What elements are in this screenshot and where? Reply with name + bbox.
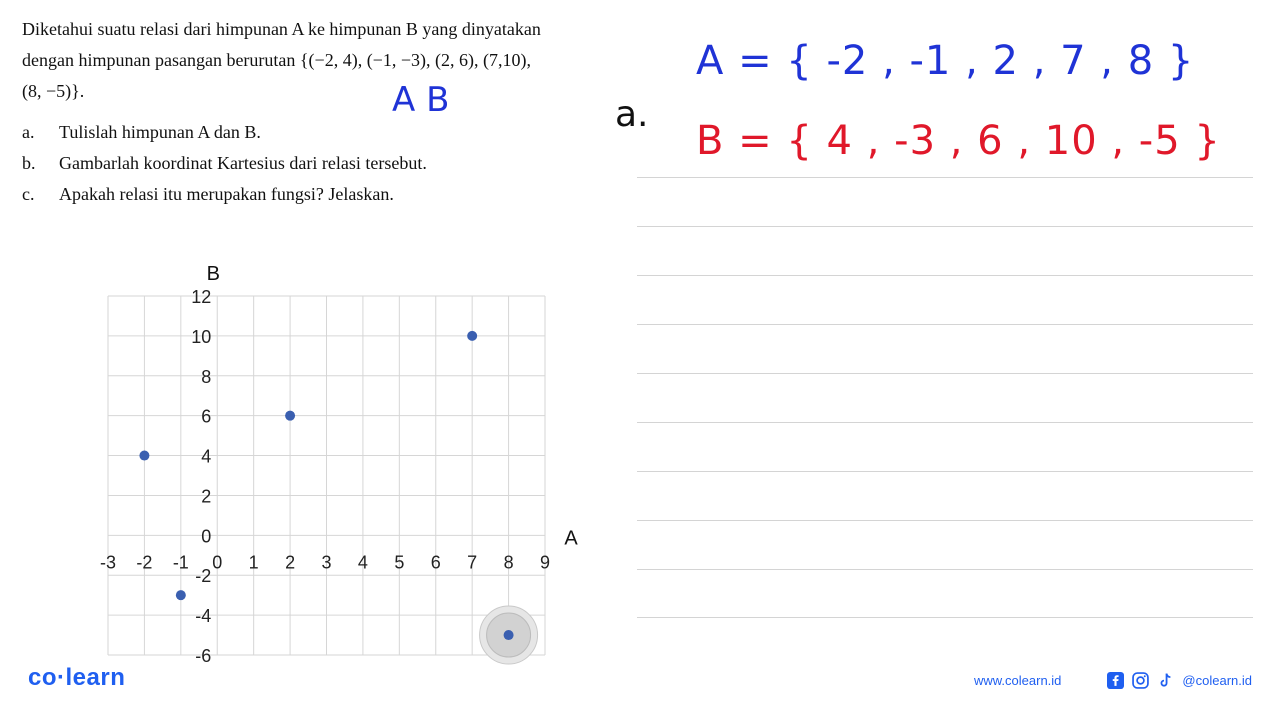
data-point — [176, 590, 186, 600]
option-a — [22, 117, 427, 148]
x-axis-label: A — [564, 527, 578, 550]
footer-links — [974, 672, 1252, 689]
option-text: Gambarlah koordinat Kartesius dari relasi tersebut. — [59, 153, 427, 173]
x-tick-label: -2 — [136, 552, 153, 573]
rule-line — [637, 422, 1253, 423]
x-tick-label: 0 — [212, 552, 223, 573]
x-tick-label: 6 — [430, 552, 441, 573]
y-tick-label: -6 — [195, 646, 212, 666]
problem-line-2: dengan himpunan pasangan berurutan {(−2, 4), (−1, −3), (2, 6), (7,10), — [22, 50, 531, 70]
x-tick-label: 1 — [248, 552, 259, 573]
x-tick-label: 8 — [503, 552, 514, 573]
option-b — [22, 148, 427, 179]
y-tick-label: 12 — [191, 287, 212, 307]
rule-line — [637, 471, 1253, 472]
rule-line — [637, 520, 1253, 521]
x-tick-label: -3 — [99, 552, 117, 573]
y-tick-label: 2 — [201, 486, 212, 507]
y-tick-label: 0 — [201, 526, 212, 547]
y-axis-label: B — [206, 263, 220, 285]
data-point — [467, 331, 477, 341]
x-tick-label: 7 — [467, 552, 478, 573]
y-tick-label: 6 — [201, 406, 212, 427]
problem-statement — [22, 14, 662, 107]
problem-options — [22, 117, 427, 210]
handwritten-ab: A B — [392, 80, 450, 120]
problem-line-1: Diketahui suatu relasi dari himpunan A ke himpunan B yang dinyatakan — [22, 19, 541, 39]
x-tick-label: -1 — [172, 552, 189, 573]
option-c — [22, 179, 427, 210]
rule-line — [637, 226, 1253, 227]
option-text: Apakah relasi itu merupakan fungsi? Jelaskan. — [59, 184, 394, 204]
y-tick-label: 4 — [201, 446, 212, 467]
data-point — [285, 411, 295, 421]
rule-line — [637, 617, 1253, 618]
colearn-logo: co·learn — [28, 664, 126, 691]
data-point — [504, 630, 514, 640]
x-tick-label: 4 — [357, 552, 368, 573]
rule-line — [637, 177, 1253, 178]
option-text: Tulislah himpunan A dan B. — [59, 122, 261, 142]
option-key: c. — [22, 184, 35, 204]
rule-line — [637, 373, 1253, 374]
tiktok-icon[interactable] — [1157, 672, 1174, 689]
rule-line — [637, 324, 1253, 325]
y-tick-label: -4 — [195, 606, 212, 627]
problem-line-3: (8, −5)}. — [22, 81, 85, 101]
option-key: b. — [22, 153, 36, 173]
x-tick-label: 2 — [285, 552, 296, 573]
option-key: a. — [22, 122, 35, 142]
y-tick-label: 10 — [191, 326, 212, 347]
handwritten-a-label: a. — [615, 94, 649, 135]
handwritten-set-b: B = { 4 , -3 , 6 , 10 , -5 } — [696, 118, 1221, 164]
x-tick-label: 5 — [394, 552, 405, 573]
facebook-icon[interactable] — [1107, 672, 1124, 689]
rule-line — [637, 569, 1253, 570]
rule-line — [637, 275, 1253, 276]
website-link[interactable]: www.colearn.id — [973, 673, 1062, 688]
data-point — [139, 451, 149, 461]
x-tick-label: 3 — [321, 552, 332, 573]
social-handle[interactable]: @colearn.id — [1182, 673, 1252, 688]
instagram-icon[interactable] — [1132, 672, 1149, 689]
ruled-lines — [637, 0, 1253, 720]
handwritten-set-a: A = { -2 , -1 , 2 , 7 , 8 } — [696, 38, 1195, 84]
y-tick-label: -2 — [195, 566, 212, 587]
x-tick-label: 9 — [539, 552, 551, 573]
cartesian-chart — [80, 250, 680, 670]
y-tick-label: 8 — [201, 366, 212, 387]
